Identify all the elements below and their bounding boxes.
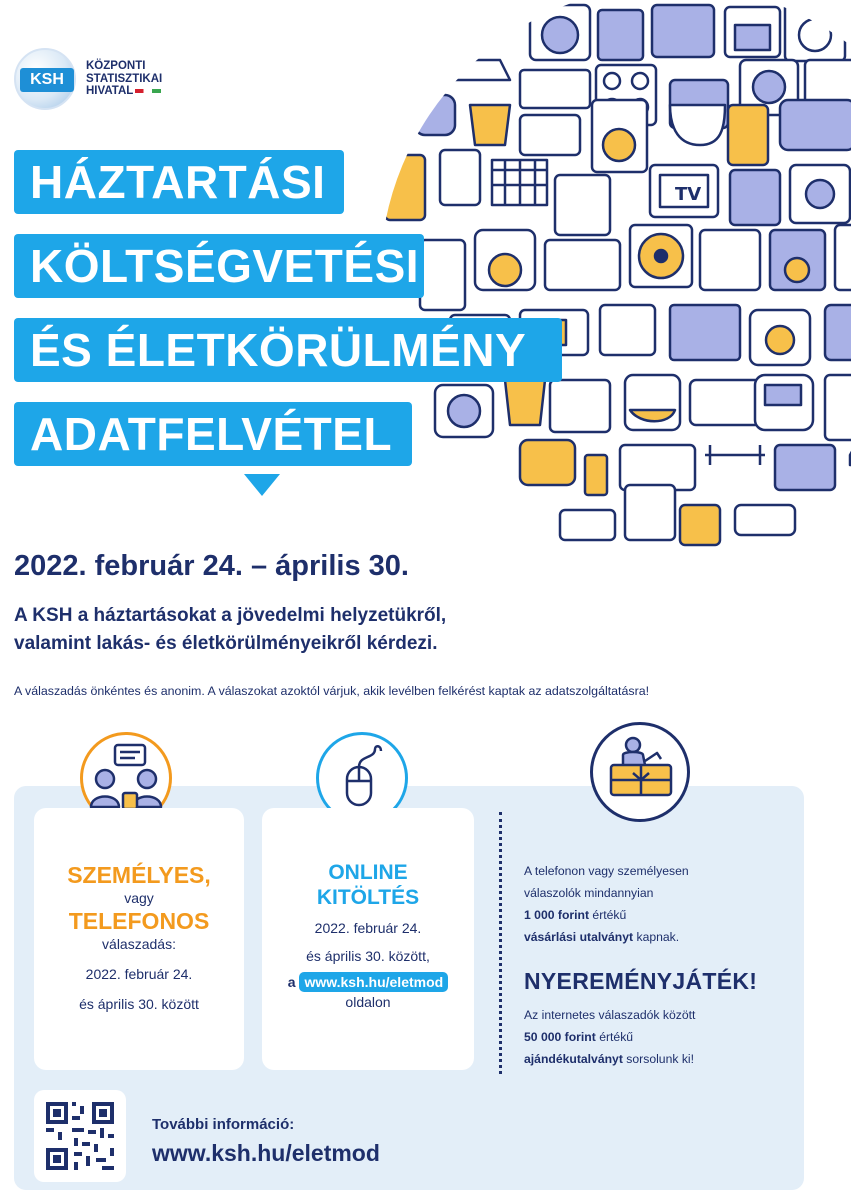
- reward-line-3: 1 000 forint értékű: [524, 908, 627, 922]
- more-info-url[interactable]: www.ksh.hu/eletmod: [152, 1140, 380, 1166]
- tv-label: TV: [675, 184, 702, 205]
- speech-bubble-tail: [244, 474, 280, 496]
- survey-link[interactable]: www.ksh.hu/eletmod: [299, 972, 448, 992]
- voluntary-note: A válaszadás önkéntes és anonim. A válaszokat azoktól várjuk, akik levélben felkérést kaptak az adatszolgáltatásra!: [14, 684, 650, 698]
- online-url-line: a www.ksh.hu/eletmod: [262, 972, 474, 992]
- title-line-1: HÁZTARTÁSI: [14, 150, 344, 214]
- hungarian-flag-icon: [135, 89, 161, 93]
- online-title: ONLINE: [328, 861, 408, 884]
- reward-line-2: válaszolók mindannyian: [524, 886, 654, 900]
- reward-text: [524, 860, 689, 948]
- prize-heading: NYEREMÉNYJÁTÉK!: [524, 968, 758, 994]
- prize-line-3: ajándékutalványt sorsolunk ki!: [524, 1052, 695, 1066]
- prize-line-1: Az internetes válaszadók között: [524, 1008, 696, 1022]
- prize-line-2: 50 000 forint értékű: [524, 1030, 634, 1044]
- ksh-logo-abbr: KSH: [20, 68, 74, 92]
- prize-text: [524, 1004, 695, 1070]
- or-word: vagy: [124, 890, 154, 906]
- personal-date-start: 2022. február 24.: [85, 966, 193, 982]
- title-line-2: KÖLTSÉGVETÉSI: [14, 234, 424, 298]
- telephone-title: TELEFONOS: [68, 908, 210, 934]
- survey-date-range: 2022. február 24. – április 30.: [14, 550, 409, 582]
- dotted-divider: [499, 812, 502, 1074]
- appliance-icons-svg: [380, 0, 851, 570]
- title-line-4: ADATFELVÉTEL: [14, 402, 412, 466]
- voucher-gift-icon: [590, 722, 690, 822]
- logo-line-1: KÖZPONTI: [86, 60, 146, 73]
- more-info-label: További információ:: [152, 1116, 295, 1133]
- personal-response-card: [34, 808, 244, 1070]
- appliance-illustration: [380, 0, 851, 570]
- gift-card-icon: [593, 725, 687, 819]
- online-date-start: 2022. február 24.: [314, 920, 422, 936]
- logo-line-2: STATISZTIKAI: [86, 72, 163, 85]
- intro-line-1: A KSH a háztartásokat a jövedelmi helyzetükről,: [14, 605, 447, 626]
- qr-code[interactable]: [34, 1090, 126, 1182]
- online-date-end: és április 30. között,: [306, 948, 430, 964]
- personal-date-end: és április 30. között: [79, 996, 199, 1012]
- reward-line-1: A telefonon vagy személyesen: [524, 864, 689, 878]
- qr-code-icon: [34, 1090, 126, 1182]
- title-line-3: ÉS ÉLETKÖRÜLMÉNY: [14, 318, 562, 382]
- logo-line-3: HIVATAL: [86, 85, 162, 98]
- reward-line-4: vásárlási utalványt kapnak.: [524, 930, 680, 944]
- fill-title: KITÖLTÉS: [316, 886, 420, 909]
- ksh-logo-badge: [14, 48, 76, 110]
- online-suffix: oldalon: [345, 994, 391, 1010]
- personal-title: SZEMÉLYES,: [67, 862, 211, 888]
- intro-text: [14, 602, 446, 658]
- intro-line-2: valamint lakás- és életkörülményeikről kérdezi.: [14, 633, 438, 654]
- online-response-card: [262, 808, 474, 1070]
- response-label: válaszadás:: [102, 936, 176, 952]
- ksh-logo-text: [86, 60, 162, 98]
- ksh-logo: [14, 48, 162, 110]
